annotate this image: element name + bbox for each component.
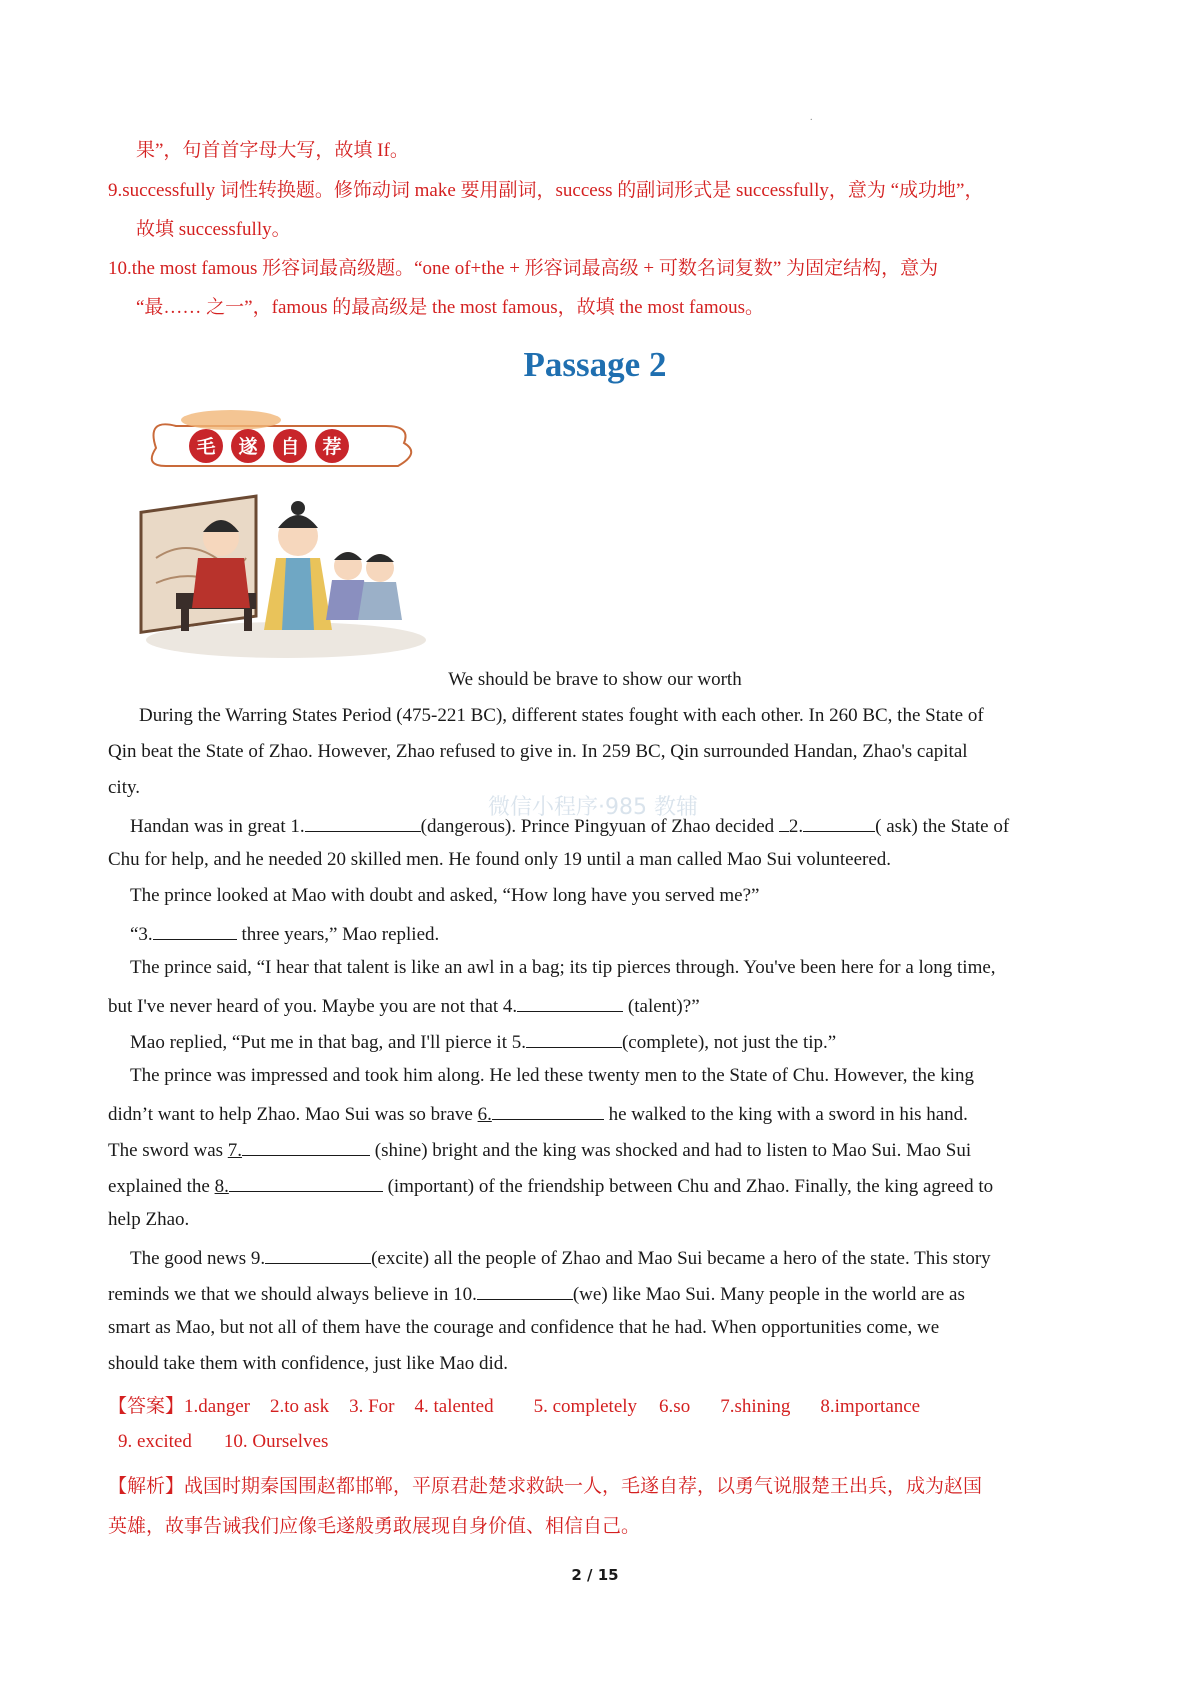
paragraph-8-line-2: reminds we that we should always believe in 10. (we) like Mao Sui. Many people in the world are as (108, 1281, 965, 1306)
paragraph-8-line-4: should take them with confidence, just like Mao did. (108, 1353, 508, 1374)
paragraph-8-line-1: The good news 9. (excite) all the people of Zhao and Mao Sui became a hero of the state. This story (130, 1245, 991, 1270)
blank-6[interactable] (492, 1101, 604, 1120)
paragraph-2-line-1: Handan was in great 1. (dangerous). Prince Pingyuan of Zhao decided 2. ( ask) the State of (130, 813, 1009, 838)
answers-label: 【答案】 (108, 1396, 185, 1417)
paragraph-7-line-4: explained the 8. (important) of the friendship between Chu and Zhao. Finally, the king agreed to (108, 1173, 993, 1198)
blank-9[interactable] (265, 1245, 371, 1264)
mao-sui-scene-illustration-icon (136, 408, 426, 660)
answers-line-2: 9. excited 10. Ourselves (118, 1431, 329, 1452)
story-subtitle: We should be brave to show our worth (448, 669, 742, 690)
explanation-item-9-cont: 故填 successfully。 (136, 219, 291, 240)
explanation-item-10: 10.the most famous 形容词最高级题。“one of+the + 形容词最高级 + 可数名词复数” 为固定结构，意为 (108, 258, 939, 279)
blank-2[interactable] (803, 813, 875, 832)
banner-chars (189, 429, 349, 463)
analysis-line-2: 英雄，故事告诫我们应像毛遂般勇敢展现自身价值、相信自己。 (108, 1516, 641, 1537)
paragraph-8-line-3: smart as Mao, but not all of them have the courage and confidence that he had. When opportunities come, we (108, 1317, 940, 1338)
answers-line-1: 【答案】1.danger 2.to ask 3. For 4. talented 5. completely 6.so 7.shining 8.importance (108, 1396, 921, 1417)
watermark: 微信小程序·985 教辅 (488, 795, 698, 820)
paragraph-6: Mao replied, “Put me in that bag, and I'll pierce it 5. (complete), not just the tip.” (130, 1029, 836, 1054)
paragraph-3: The prince looked at Mao with doubt and asked, “How long have you served me?” (130, 885, 760, 906)
svg-text:遂: 遂 (238, 437, 258, 458)
passage-title: Passage 2 (523, 345, 667, 384)
explanation-line: 果”，句首首字母大写，故填 If。 (136, 140, 409, 161)
blank-7[interactable] (242, 1137, 370, 1156)
paragraph-7-line-2: didn’t want to help Zhao. Mao Sui was so brave 6. he walked to the king with a sword in his hand. (108, 1101, 968, 1126)
svg-text:自: 自 (280, 437, 300, 458)
svg-text:毛: 毛 (196, 437, 216, 458)
paragraph-7-line-5: help Zhao. (108, 1209, 190, 1230)
analysis-label: 【解析】 (108, 1476, 185, 1497)
explanation-item-9: 9.successfully 词性转换题。修饰动词 make 要用副词，success 的副词形式是 successfully，意为 “成功地”， (108, 180, 984, 201)
blank-10[interactable] (477, 1281, 573, 1300)
paragraph-1-line-1: During the Warring States Period (475-221 BC), different states fought with each other. In 260 BC, the State of (139, 705, 984, 726)
blank-3[interactable] (153, 921, 237, 940)
paragraph-2-line-2: Chu for help, and he needed 20 skilled men. He found only 19 until a man called Mao Sui volunteered. (108, 849, 892, 870)
paragraph-5-line-1: The prince said, “I hear that talent is like an awl in a bag; its tip pierces through. You've been here for a long time, (130, 957, 996, 978)
blank-8[interactable] (229, 1173, 383, 1192)
paragraph-5-line-2: but I've never heard of you. Maybe you are not that 4. (talent)?” (108, 993, 700, 1018)
blank-5[interactable] (526, 1029, 622, 1048)
paragraph-7-line-1: The prince was impressed and took him along. He led these twenty men to the State of Chu. However, the king (130, 1065, 975, 1086)
explanation-item-10-cont: “最…… 之一”，famous 的最高级是 the most famous，故填 the most famous。 (136, 297, 764, 318)
document-page: . 果”，句首首字母大写，故填 If。 9.successfully 词性转换题。修饰动词 make 要用副词，success 的副词形式是 successfully，意为 “成功地”， 故填 successfully。 10.the most famous 形容词最高级题。“one of+the + 形容词最高级 + 可数名词复数” 为固定结构，意为 “最…… 之一”，famous 的最高级是 the most famous，故填 the most famous。 Passage 2 毛 遂 自 荐 微信小程序·985 教辅 We should be brave to show our worth During the Warring States Period (475-221 BC), different states fought with each other. In 260 BC, the State of Qin beat the State of Zhao. However, Zhao refused to give in. In 259 BC, Qin surrounded Handan, Zhao's capital city. Handan was in great 1. (dangerous). Prince Pingyuan of Zhao decided 2. ( ask) the State of Chu for help, and he needed 20 skilled men. He found only 19 until a man called Mao Sui volunteered. The prince looked at Mao with doubt and asked, “How long have you served me?” “3. three years,” Mao replied. The prince said, “I hear that talent is like an awl in a bag; its tip pierces through. You've been here for a long time, but I've never heard of you. Maybe you are not that 4. (talent)?” Mao replied, “Put me in that bag, and I'll pierce it 5. (complete), not just the tip.” The prince was impressed and took him along. He led these twenty men to the State of Chu. However, the king didn’t want to help Zhao. Mao Sui was so brave 6. he walked to the king with a sword in his hand. The sword was 7. (shine) bright and the king was shocked and had to listen to Mao Sui. Mao Sui explained the 8. (important) of the friendship between Chu and Zhao. Finally, the king agreed to help Zhao. The good news 9. (excite) all the people of Zhao and Mao Sui became a hero of the state. This story reminds we that we should always believe in 10. (we) like Mao Sui. Many people in the world are as smart as Mao, but not all of them have the courage and confidence that he had. When opportunities come, we should take them with confidence, just like Mao did. 【答案】1.danger 2.to ask 3. For 4. talented 5. completely 6.so 7.shining 8.importance 9. excited 10. Ourselves 【解析】战国时期秦国围赵都邯郸，平原君赴楚求救缺一人，毛遂自荐，以勇气说服楚王出兵，成为赵国 英雄，故事告诫我们应像毛遂般勇敢展现自身价值、相信自己。 2 / 15 (0, 0, 1190, 1683)
paragraph-1-line-3: city. (108, 777, 141, 798)
paragraph-7-line-3: The sword was 7. (shine) bright and the king was shocked and had to listen to Mao Sui. Mao Sui (108, 1137, 971, 1162)
paragraph-1-line-2: Qin beat the State of Zhao. However, Zhao refused to give in. In 259 BC, Qin surrounded Handan, Zhao's capital (108, 741, 968, 762)
blank-1[interactable] (305, 813, 421, 832)
paragraph-4: “3. three years,” Mao replied. (130, 921, 439, 946)
svg-text:荐: 荐 (322, 437, 342, 458)
analysis-line-1: 【解析】战国时期秦国围赵都邯郸，平原君赴楚求救缺一人，毛遂自荐，以勇气说服楚王出兵，成为赵国 (108, 1476, 983, 1497)
blank-4[interactable] (517, 993, 623, 1012)
page-number: 2 / 15 (571, 1566, 619, 1584)
